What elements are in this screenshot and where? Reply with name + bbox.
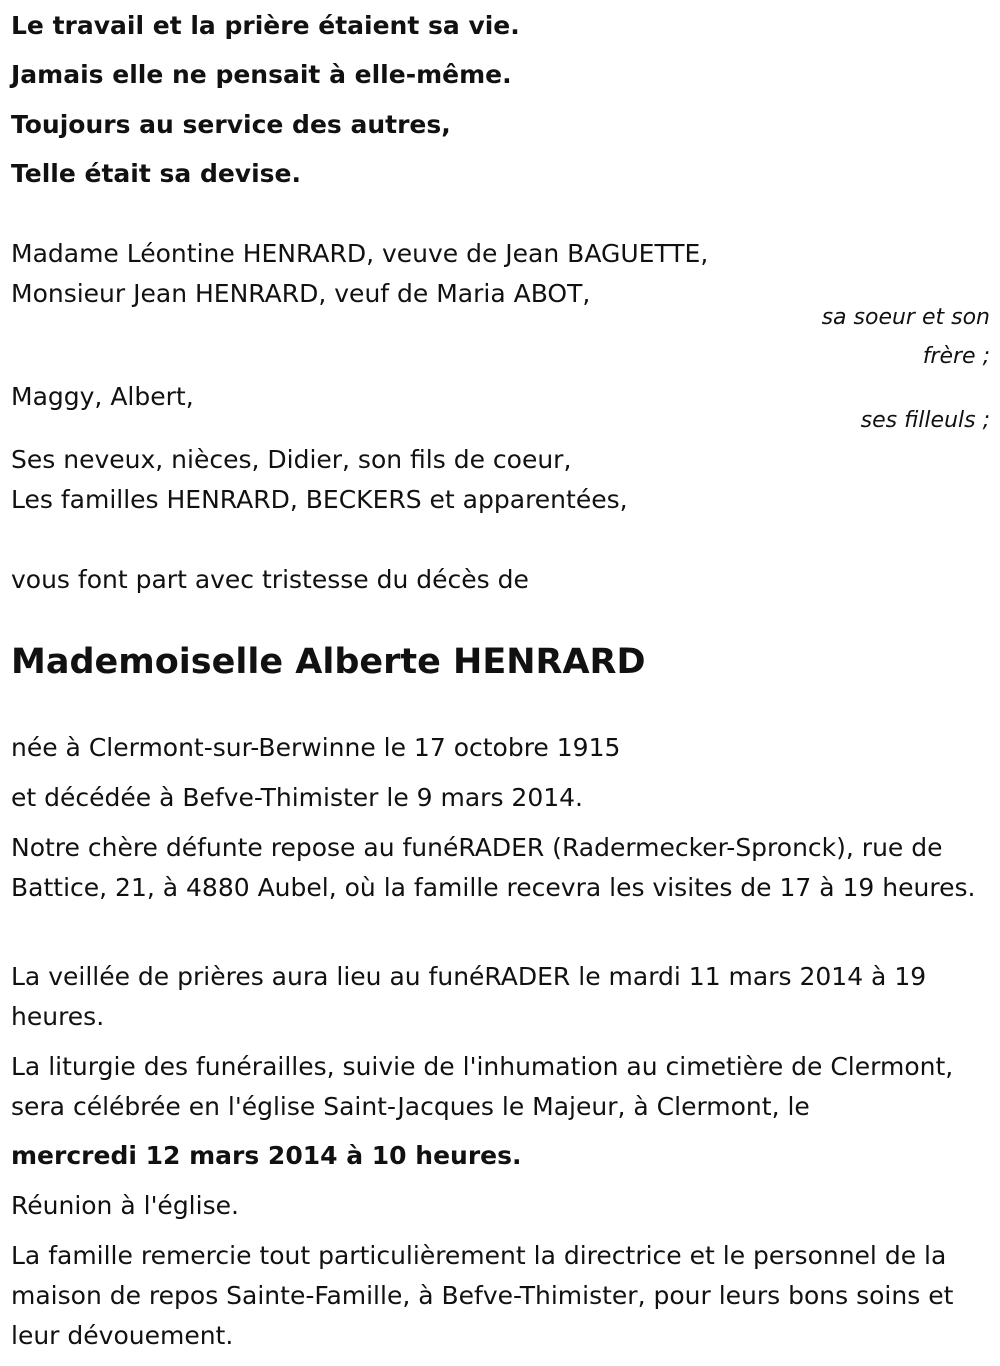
poem-line-2: Jamais elle ne pensait à elle-même.: [11, 60, 512, 89]
birth-line: née à Clermont-sur-Berwinne le 17 octobre 1915: [11, 733, 621, 762]
sister-line: Madame Léontine HENRARD, veuve de Jean BAGUETTE,: [11, 239, 709, 268]
godchildren-line: Maggy, Albert,: [11, 382, 194, 411]
thanks-paragraph: La famille remercie tout particulièrement la directrice et le personnel de la maison de repos Sainte-Famille, à Befve-Thimister, pour leurs bons soins et leur dévouement.: [11, 1241, 954, 1350]
poem-line-4: Telle était sa devise.: [11, 159, 301, 188]
rest-paragraph: Notre chère défunte repose au funéRADER (Radermecker-Spronck), rue de Battice, 21, à 4880 Aubel, où la famille recevra les visites de 17 à 19 heures.: [11, 833, 976, 902]
nephews-line: Ses neveux, nièces, Didier, son fils de coeur,: [11, 445, 572, 474]
poem-line-1: Le travail et la prière étaient sa vie.: [11, 11, 520, 40]
liturgy-paragraph: La liturgie des funérailles, suivie de l'inhumation au cimetière de Clermont, sera célébrée en l'église Saint-Jacques le Majeur, à Clermont, le: [11, 1052, 954, 1121]
funeral-date: mercredi 12 mars 2014 à 10 heures.: [11, 1141, 522, 1170]
reunion-line: Réunion à l'église.: [11, 1191, 239, 1220]
announcement-line: vous font part avec tristesse du décès de: [11, 565, 529, 594]
deceased-name: Mademoiselle Alberte HENRARD: [11, 642, 646, 682]
sibling-relation-line-1: sa soeur et son: [821, 305, 990, 330]
vigil-paragraph: La veillée de prières aura lieu au funéRADER le mardi 11 mars 2014 à 19 heures.: [11, 962, 927, 1031]
families-line: Les familles HENRARD, BECKERS et apparentées,: [11, 485, 628, 514]
brother-line: Monsieur Jean HENRARD, veuf de Maria ABOT,: [11, 279, 591, 308]
godchildren-relation: ses filleuls ;: [860, 408, 990, 433]
death-line: et décédée à Befve-Thimister le 9 mars 2014.: [11, 783, 583, 812]
sibling-relation-line-2: frère ;: [922, 344, 990, 369]
poem-line-3: Toujours au service des autres,: [11, 110, 451, 139]
